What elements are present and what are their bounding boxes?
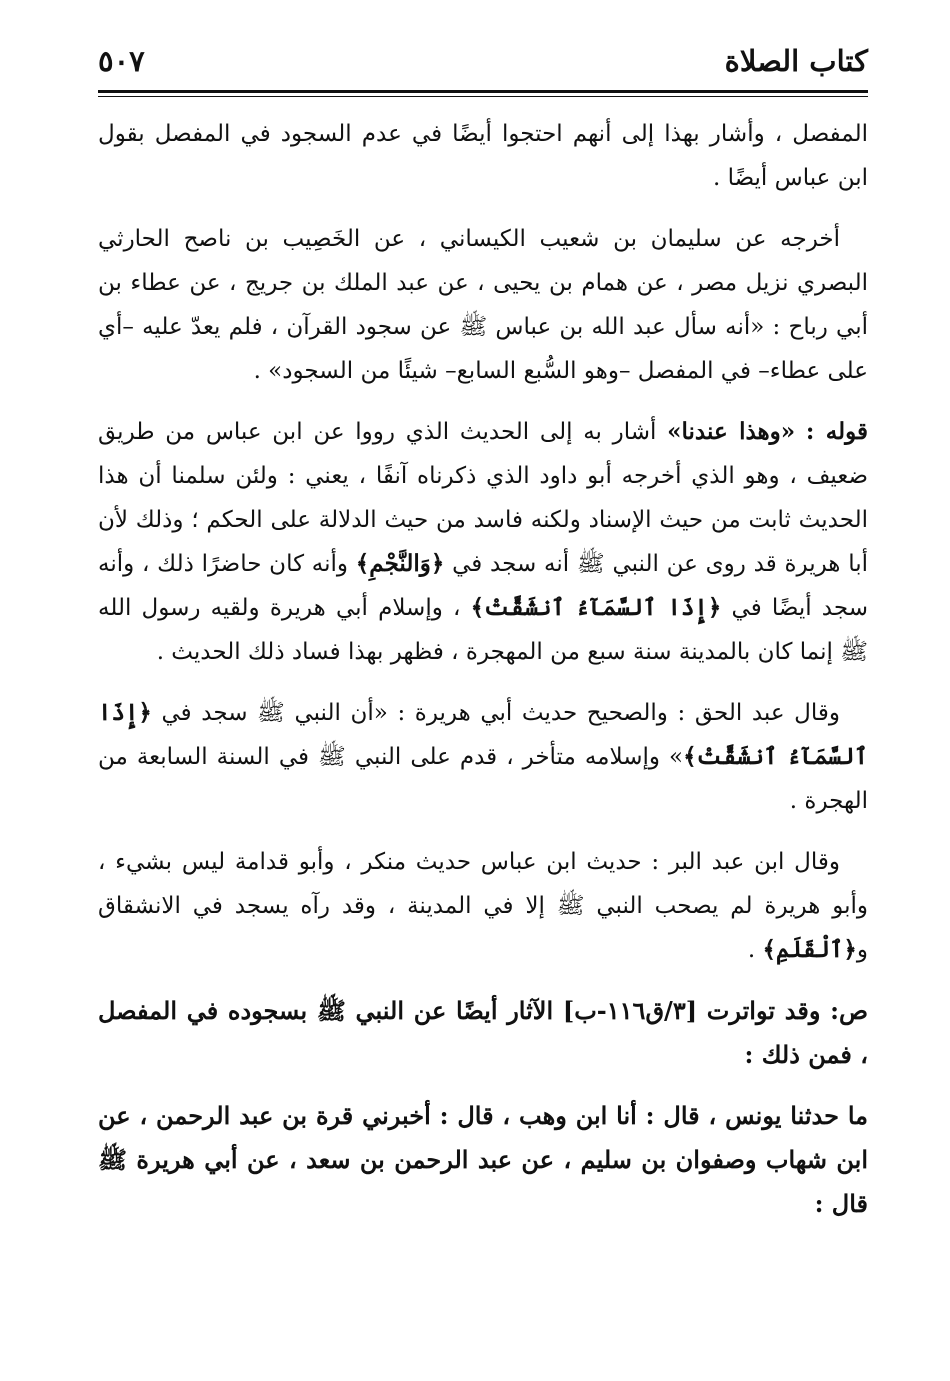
paragraph-3	[98, 410, 868, 674]
paragraph-1: المفصل ، وأشار بهذا إلى أنهم احتجوا أيضًا في عدم السجود في المفصل بقول ابن عباس أيضًا .	[98, 121, 868, 191]
paragraph-6-text-heading: ص: وقد تواترت [٣/ق١١٦-ب] الآثار أيضًا عن النبي ﷺ بسجوده في المفصل ، فمن ذلك :	[98, 996, 869, 1069]
running-header	[98, 42, 868, 92]
quoted-phrase: «وهذا عندنا»	[667, 418, 796, 445]
paragraph-7-isnad: ما حدثنا يونس ، قال : أنا ابن وهب ، قال : أخبرني قرة بن عبد الرحمن ، عن ابن شهاب وصفوان بن سليم ، عن عبد الرحمن بن سعد ، عن أبي هريرة ﷺ قال :	[98, 1101, 868, 1218]
page-body	[98, 112, 868, 1226]
paragraph-3-text-c: ، وإسلام أبي هريرة ولقيه رسول الله ﷺ إنما كان بالمدينة سنة سبع من المهجرة ، فظهر بهذا فساد ذلك الحديث .	[98, 595, 868, 665]
paragraph-5	[98, 840, 868, 972]
quran-ref-inshiqaq: ﴿إِذَا ٱلسَّمَآءُ ٱنشَقَّتْ﴾	[470, 594, 722, 621]
paragraph-4-text-a: وقال عبد الحق : والصحيح حديث أبي هريرة : «أن النبي ﷺ سجد في	[151, 700, 840, 726]
header-rule-thick	[98, 90, 868, 93]
paragraph-3-text-a: أشار به إلى الحديث الذي رووا عن ابن عباس من طريق ضعيف ، وهو الذي أخرجه أبو داود الذي ذكرناه آنفًا ، يعني : ولئن سلمنا أن هذا الحديث ثابت من حيث الإسناد ولكنه فاسد من حيث الدلالة على الحكم ؛ وذلك لأن أبا هريرة قد روى عن النبي ﷺ أنه سجد في	[98, 419, 868, 577]
quran-ref-qalam: ﴿ٱلْقَلَمِ﴾	[762, 936, 857, 963]
paragraph-4	[98, 691, 868, 823]
paragraph-2: أخرجه عن سليمان بن شعيب الكيساني ، عن الخَصِيب بن ناصح الحارثي البصري نزيل مصر ، عن همام بن يحيى ، عن عبد الملك بن جريج ، عن عطاء بن أبي رباح : «أنه سأل عبد الله بن عباس ﷺ عن سجود القرآن ، فلم يعدّ عليه –أي على عطاء– في المفصل –وهو السُّبع السابع– شيئًا من السجود» .	[98, 226, 868, 384]
paragraph-5-text-b: .	[747, 937, 763, 963]
page-number: ٥٠٧	[98, 44, 145, 78]
commentary-label: قوله :	[805, 418, 868, 445]
quran-ref-najm: ﴿وَالنَّجْمِ﴾	[355, 550, 445, 577]
chapter-title: كتاب الصلاة	[724, 44, 868, 78]
paragraph-5-text-a: وقال ابن عبد البر : حديث ابن عباس حديث منكر ، وأبو قدامة ليس بشيء ، وأبو هريرة لم يصحب النبي ﷺ إلا في المدينة ، وقد رآه يسجد في الانشقاق و	[98, 849, 868, 963]
header-rule-thin	[98, 96, 868, 97]
paragraph-4-text-b: » وإسلامه متأخر ، قدم على النبي ﷺ في السنة السابعة من الهجرة .	[98, 744, 868, 814]
quran-ref-inshiqaq-2: ﴿إِذَا ٱلسَّمَآءُ ٱنشَقَّتْ﴾	[98, 699, 869, 770]
paragraph-3-text-b: وأنه كان حاضرًا ذلك ، وأنه سجد أيضًا في	[98, 551, 868, 621]
